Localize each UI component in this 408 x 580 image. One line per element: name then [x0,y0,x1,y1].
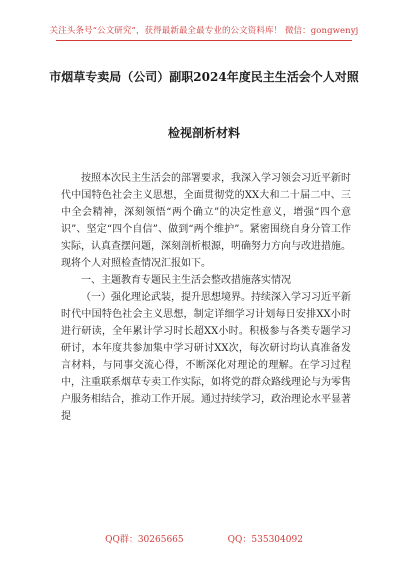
document-title-line-1: 市烟草专卖局（公司）副职2024年度民主生活会个人对照 [49,70,359,84]
footer-qq: QQ：535304092 [227,535,303,545]
header-promo-note: 关注头条号“公文研究”，获得最新最全最专业的公文资料库！ 微信：gongwenyj [49,26,359,36]
document-body [61,170,351,425]
footer-contact [0,532,408,545]
body-paragraph-intro: 按照本次民主生活会的部署要求，我深入学习领会习近平新时代中国特色社会主义思想，全面贯彻党的XX大和二十届二中、三中全会精神，深刻领悟“两个确立”的决定性意义，增强“四个意识”、坚定“四个自信”、做到“两个维护”。紧密围绕自身分管工作实际，认真查摆问题，深刻剖析根源，明确努力方向与改进措施。现将个人对照检查情况汇报如下。 [61,173,351,269]
body-paragraph-subsection: （一）强化理论武装，提升思想境界。持续深入学习习近平新时代中国特色社会主义思想，制定详细学习计划每日安排XX小时进行研读，全年累计学习时长超XX小时。积极参与各类专题学习研讨，本年度共参加集中学习研讨XX次，每次研讨均认真准备发言材料，与同事交流心得，不断深化对理论的理解。在学习过程中，注重联系烟草专卖工作实际，如将党的群众路线理论与为零售户服务相结合，推动工作开展。通过持续学习，政治理论水平显著提 [61,292,351,422]
document-title-line-2: 检视剖析材料 [167,126,240,140]
section-heading: 一、主题教育专题民主生活会整改措施落实情况 [81,275,291,286]
header-divider [56,40,352,41]
footer-qq-group: QQ群：30265665 [105,535,184,545]
